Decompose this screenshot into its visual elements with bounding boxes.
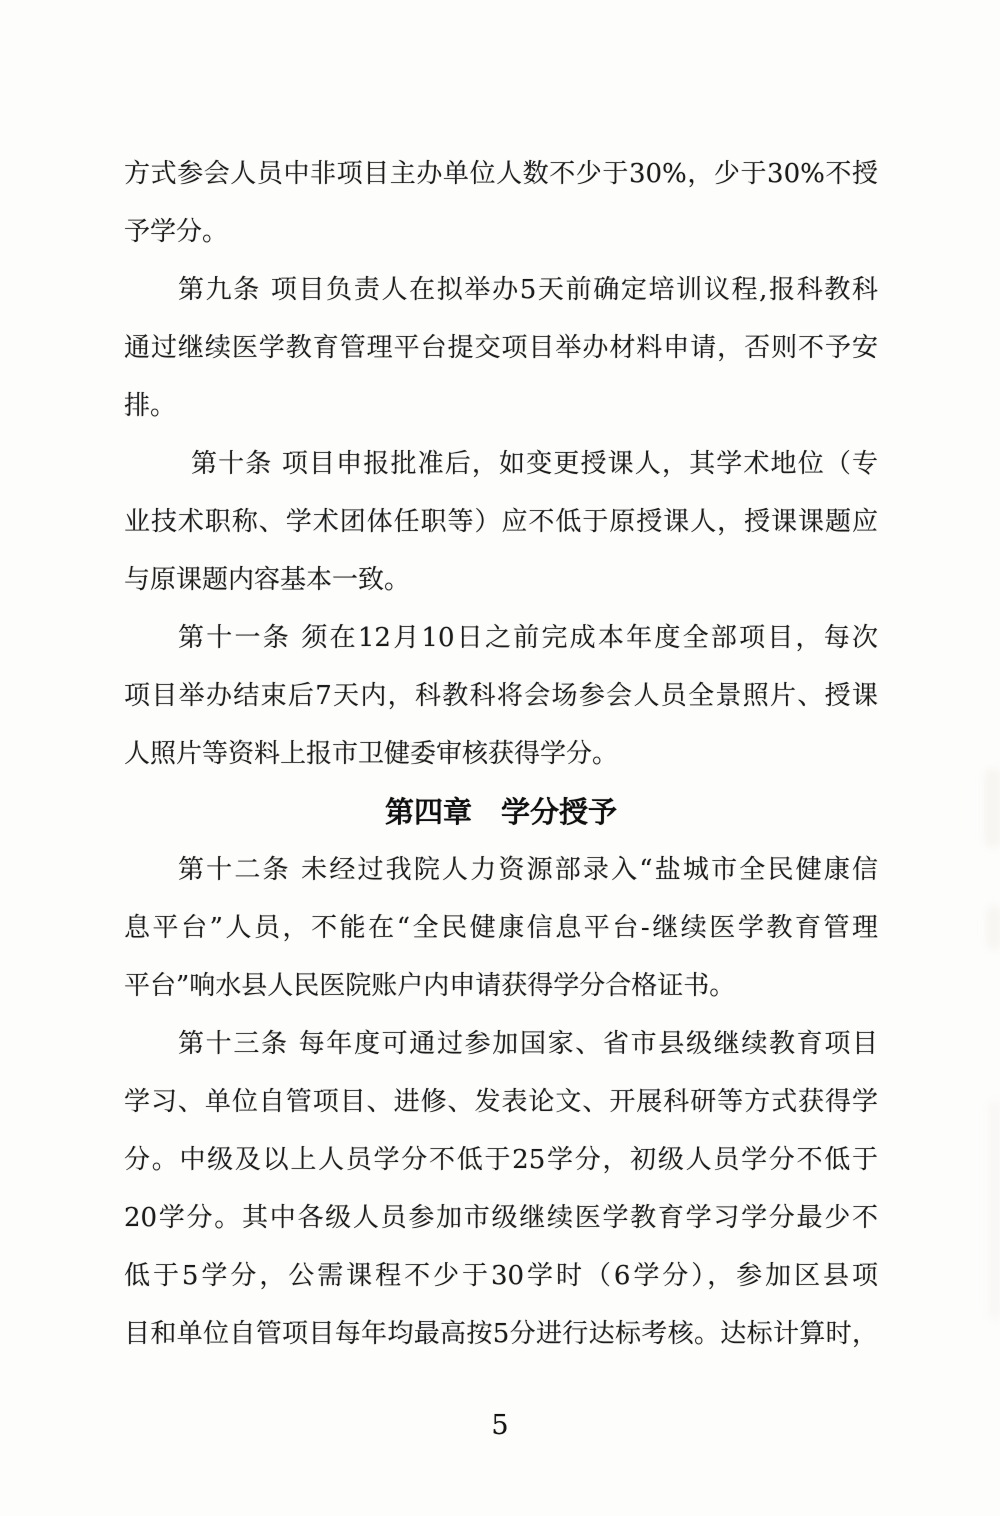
text-line: 平台”响水县人民医院账户内申请获得学分合格证书。 [124, 971, 736, 1001]
text-line: 20学分。其中各级人员参加市级继续医学教育学习学分最少不 [124, 1203, 878, 1233]
text-line: 分。中级及以上人员学分不低于25学分，初级人员学分不低于 [124, 1145, 878, 1175]
paragraph-article-13 [124, 1015, 878, 1363]
scan-artifact [984, 768, 1000, 848]
text-line: 第九条 项目负责人在拟举办5天前确定培训议程,报科教科 [178, 275, 878, 305]
chapter-heading: 第四章 学分授予 [384, 795, 617, 829]
text-line: 予学分。 [124, 217, 229, 247]
text-line: 目和单位自管项目每年均最高按5分进行达标考核。达标计算时， [124, 1319, 878, 1349]
text-line: 与原课题内容基本一致。 [124, 565, 411, 595]
scan-artifact [988, 1100, 1000, 1320]
text-line: 息平台”人员，不能在“全民健康信息平台-继续医学教育管理 [124, 913, 878, 943]
text-line: 第十条 项目申报批准后，如变更授课人，其学术地位（专 [191, 449, 878, 479]
page-footer [0, 1410, 1000, 1441]
text-line: 通过继续医学教育管理平台提交项目举办材料申请，否则不予安 [124, 333, 878, 363]
text-line: 第十一条 须在12月10日之前完成本年度全部项目，每次 [178, 623, 878, 653]
paragraph-article-9 [124, 261, 878, 435]
paragraph-article-12 [124, 841, 878, 1015]
text-line: 学习、单位自管项目、进修、发表论文、开展科研等方式获得学 [124, 1087, 878, 1117]
text-line: 业技术职称、学术团体任职等）应不低于原授课人，授课课题应 [124, 507, 878, 537]
document-body [124, 145, 878, 1363]
paragraph-continuation [124, 145, 878, 261]
text-line: 排。 [124, 391, 177, 421]
text-line: 方式参会人员中非项目主办单位人数不少于30%，少于30%不授 [124, 159, 878, 189]
paragraph-article-11 [124, 609, 878, 783]
text-line: 第十三条 每年度可通过参加国家、省市县级继续教育项目 [178, 1029, 878, 1059]
text-line: 第十二条 未经过我院人力资源部录入“盐城市全民健康信 [178, 855, 878, 885]
page-number: 5 [491, 1410, 509, 1441]
text-line: 人照片等资料上报市卫健委审核获得学分。 [124, 739, 619, 769]
text-line: 低于5学分，公需课程不少于30学时（6学分），参加区县项 [124, 1261, 878, 1291]
scan-artifact [986, 905, 1000, 950]
text-line: 项目举办结束后7天内，科教科将会场参会人员全景照片、授课 [124, 681, 878, 711]
paragraph-article-10 [124, 435, 878, 609]
